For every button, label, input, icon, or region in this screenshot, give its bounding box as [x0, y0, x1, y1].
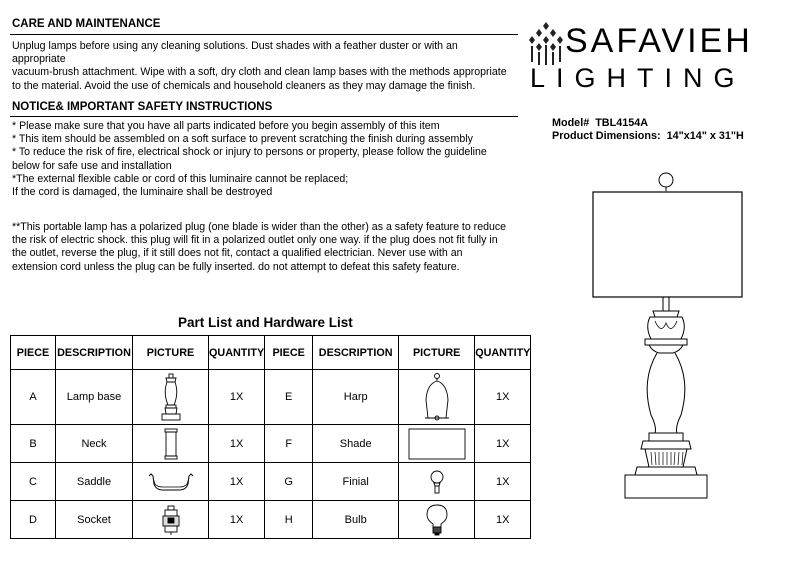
notice-line: * To reduce the risk of fire, electrical shock or injury to persons or property, please follow the guideline	[12, 146, 487, 159]
care-line: appropriate	[12, 53, 66, 66]
picture-cell	[399, 501, 475, 539]
lamp-illustration-icon	[585, 165, 750, 505]
finial-icon	[429, 469, 445, 495]
quantity-cell: 1X	[475, 370, 531, 425]
description-cell: Bulb	[313, 501, 399, 539]
header-description: DESCRIPTION	[56, 336, 133, 370]
header-description: DESCRIPTION	[313, 336, 399, 370]
divider	[10, 116, 518, 117]
picture-cell	[133, 425, 209, 463]
description-cell: Saddle	[56, 463, 133, 501]
piece-cell: B	[11, 425, 56, 463]
polarized-plug-text	[12, 221, 506, 274]
polarized-line: the outlet, reverse the plug, if it still does not fit, contact a qualified electrician. Never use with an	[12, 247, 463, 260]
table-row	[11, 463, 531, 501]
piece-cell: D	[11, 501, 56, 539]
notice-line: If the cord is damaged, the luminaire shall be destroyed	[12, 186, 273, 199]
piece-cell: H	[265, 501, 313, 539]
picture-cell	[399, 425, 475, 463]
description-cell: Lamp base	[56, 370, 133, 425]
description-cell: Finial	[313, 463, 399, 501]
quantity-cell: 1X	[209, 463, 265, 501]
header-picture: PICTURE	[133, 336, 209, 370]
model-number	[552, 117, 648, 129]
care-line: to the material. Avoid the use of chemicals and household cleaners as they may damage the finish.	[12, 79, 476, 92]
header-piece: PIECE	[11, 336, 56, 370]
header-picture: PICTURE	[399, 336, 475, 370]
notice-line: * Please make sure that you have all parts indicated before you begin assembly of this item	[12, 120, 440, 132]
piece-cell: C	[11, 463, 56, 501]
description-cell: Neck	[56, 425, 133, 463]
picture-cell	[399, 370, 475, 425]
saddle-icon	[147, 470, 195, 494]
dims-label: Product Dimensions:	[552, 130, 661, 142]
notice-text	[12, 120, 487, 199]
parts-table	[10, 335, 531, 539]
quantity-cell: 1X	[475, 501, 531, 539]
socket-icon	[160, 505, 182, 535]
header-piece: PIECE	[265, 336, 313, 370]
product-dimensions	[552, 130, 744, 142]
header-quantity: QUANTITY	[475, 336, 531, 370]
piece-cell: E	[265, 370, 313, 425]
description-cell: Harp	[313, 370, 399, 425]
model-label: Model#	[552, 117, 590, 129]
picture-cell	[133, 370, 209, 425]
model-value: TBL4154A	[595, 117, 649, 129]
shade-icon	[408, 428, 466, 460]
care-heading: CARE AND MAINTENANCE	[12, 18, 161, 30]
quantity-cell: 1X	[209, 370, 265, 425]
table-header-row	[11, 336, 531, 370]
notice-line: * This item should be assembled on a soft surface to prevent scratching the finish during assembly	[12, 133, 473, 146]
brand-logo-icon	[528, 22, 564, 66]
care-line: vacuum-brush attachment. Wipe with a soft, dry cloth and clean lamp bases with the methods appropriate	[12, 66, 507, 79]
lamp-base-icon	[160, 373, 182, 421]
dims-value: 14"x14" x 31"H	[666, 130, 744, 142]
harp-icon	[422, 372, 452, 422]
polarized-line: extension cord unless the plug can be fully inserted. do not attempt to defeat this safety feature.	[12, 260, 460, 273]
notice-line: *The external flexible cable or cord of this luminaire cannot be replaced;	[12, 172, 349, 185]
picture-cell	[133, 463, 209, 501]
neck-icon	[163, 428, 179, 460]
description-cell: Shade	[313, 425, 399, 463]
table-row	[11, 425, 531, 463]
header-quantity: QUANTITY	[209, 336, 265, 370]
care-line: Unplug lamps before using any cleaning solutions. Dust shades with a feather duster or with an	[12, 40, 458, 52]
notice-line: below for safe use and installation	[12, 159, 172, 172]
quantity-cell: 1X	[209, 425, 265, 463]
parts-table-title: Part List and Hardware List	[178, 315, 353, 330]
notice-heading: NOTICE& IMPORTANT SAFETY INSTRUCTIONS	[12, 101, 273, 113]
piece-cell: F	[265, 425, 313, 463]
brand-sub: LIGHTING	[530, 63, 746, 93]
picture-cell	[399, 463, 475, 501]
polarized-line: the risk of electric shock. this plug will fit in a polarized outlet only one way. if the plug does not fit fully in	[12, 234, 498, 247]
piece-cell: G	[265, 463, 313, 501]
quantity-cell: 1X	[475, 463, 531, 501]
picture-cell	[133, 501, 209, 539]
description-cell: Socket	[56, 501, 133, 539]
quantity-cell: 1X	[209, 501, 265, 539]
bulb-icon	[426, 504, 448, 536]
table-row	[11, 501, 531, 539]
quantity-cell: 1X	[475, 425, 531, 463]
divider	[10, 34, 518, 35]
polarized-line: **This portable lamp has a polarized plug (one blade is wider than the other) as a safety feature to reduce	[12, 221, 507, 233]
care-text	[12, 40, 507, 93]
table-row	[11, 370, 531, 425]
piece-cell: A	[11, 370, 56, 425]
brand-name: SAFAVIEH	[565, 22, 753, 60]
